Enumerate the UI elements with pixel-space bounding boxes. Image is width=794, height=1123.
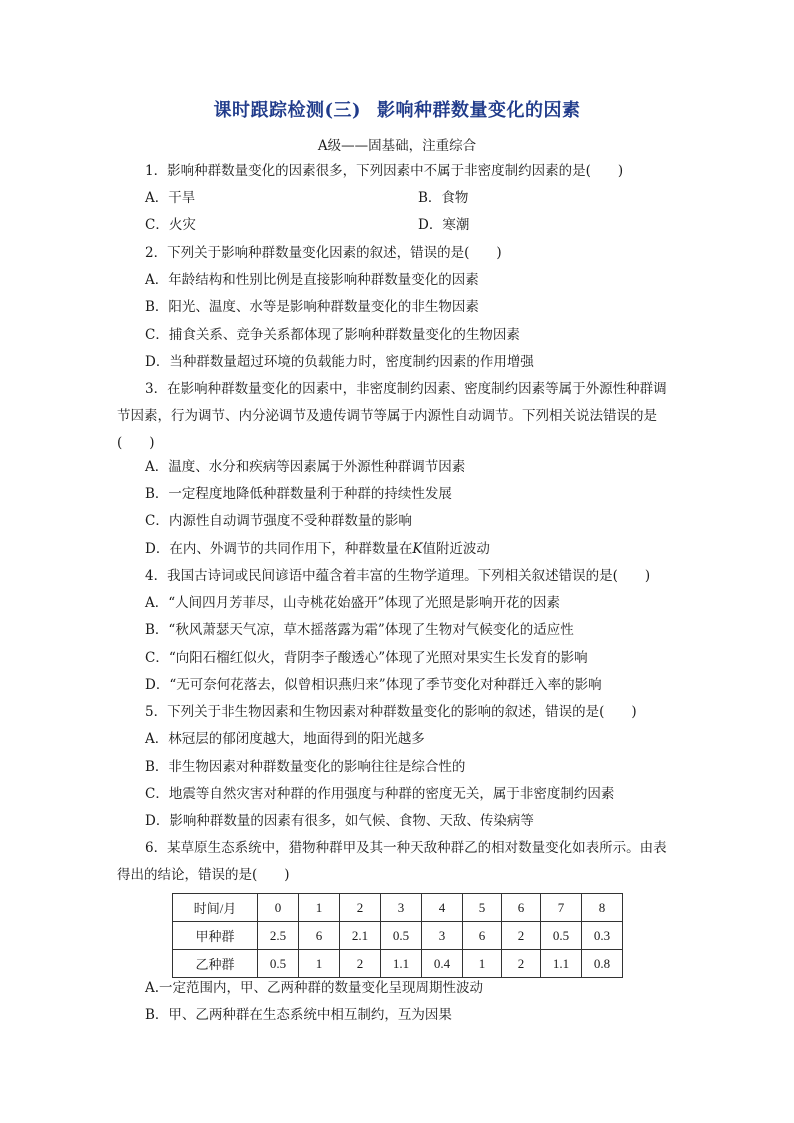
q6-option-a: A.一定范围内，甲、乙两种群的数量变化呈现周期性波动 [145, 980, 484, 996]
population-table [172, 893, 623, 978]
level-heading: A级——固基础，注重综合 [317, 138, 477, 154]
table-cell: 3 [422, 922, 463, 950]
q3-option-d-text: D．在内、外调节的共同作用下，种群数量在 [145, 541, 413, 557]
q1-option-a: A．干旱 [145, 190, 196, 206]
k-variable: K [412, 541, 423, 557]
q5-stem: 5．下列关于非生物因素和生物因素对种群数量变化的影响的叙述，错误的是( ) [145, 704, 637, 720]
table-cell: 0.5 [381, 922, 422, 950]
q3-stem-line1: 3．在影响种群数量变化的因素中，非密度制约因素、密度制约因素等属于外源性种群调 [145, 381, 667, 397]
q4-option-a: A．“人间四月芳菲尽，山寺桃花始盛开”体现了光照是影响开花的因素 [145, 595, 561, 611]
q4-option-b: B．“秋风萧瑟天气凉，草木摇落露为霜”体现了生物对气候变化的适应性 [145, 622, 574, 638]
q2-option-c: C．捕食关系、竞争关系都体现了影响种群数量变化的生物因素 [145, 327, 520, 343]
q6-stem-line1: 6．某草原生态系统中，猎物种群甲及其一种天敌种群乙的相对数量变化如表所示。由表 [145, 840, 667, 856]
table-header-cell: 甲种群 [173, 922, 258, 950]
table-cell: 3 [381, 894, 422, 922]
q2-option-d: D．当种群数量超过环境的负载能力时，密度制约因素的作用增强 [145, 354, 534, 370]
table-cell: 0.4 [422, 950, 463, 978]
table-cell: 6 [502, 894, 541, 922]
table-cell: 5 [463, 894, 502, 922]
q4-stem: 4．我国古诗词或民间谚语中蕴含着丰富的生物学道理。下列相关叙述错误的是( ) [145, 568, 651, 584]
q1-option-b: B．食物 [418, 190, 469, 206]
table-row-months [173, 894, 623, 922]
table-cell: 2 [502, 922, 541, 950]
table-cell: 8 [582, 894, 623, 922]
table-header-cell: 时间/月 [173, 894, 258, 922]
q5-option-d: D．影响种群数量的因素有很多，如气候、食物、天敌、传染病等 [145, 813, 534, 829]
q6-stem-line2: 得出的结论，错误的是( ) [117, 867, 290, 883]
table-cell: 2.5 [258, 922, 299, 950]
table-cell: 2 [340, 894, 381, 922]
q3-option-b: B．一定程度地降低种群数量利于种群的持续性发展 [145, 486, 452, 502]
table-cell: 1.1 [541, 950, 582, 978]
table-cell: 1 [463, 950, 502, 978]
q6-option-b: B．甲、乙两种群在生态系统中相互制约，互为因果 [145, 1007, 452, 1023]
table-cell: 7 [541, 894, 582, 922]
q2-option-b: B．阳光、温度、水等是影响种群数量变化的非生物因素 [145, 299, 479, 315]
q1-option-c: C．火灾 [145, 217, 196, 233]
table-cell: 1 [299, 894, 340, 922]
table-cell: 4 [422, 894, 463, 922]
table-cell: 0.5 [541, 922, 582, 950]
q3-option-d [145, 540, 490, 558]
table-cell: 1 [299, 950, 340, 978]
q4-option-c: C．“向阳石榴红似火，背阴李子酸透心”体现了光照对果实生长发育的影响 [145, 650, 588, 666]
q5-option-b: B．非生物因素对种群数量变化的影响往往是综合性的 [145, 759, 466, 775]
q3-stem-line2: 节因素，行为调节、内分泌调节及遗传调节等属于内源性自动调节。下列相关说法错误的是 [117, 408, 657, 424]
q3-option-d-text-end: 值附近波动 [422, 541, 490, 557]
q3-option-c: C．内源性自动调节强度不受种群数量的影响 [145, 513, 412, 529]
table-row-yi [173, 950, 623, 978]
table-cell: 2 [340, 950, 381, 978]
q3-stem-line3: ( ) [117, 435, 155, 451]
table-cell: 0.3 [582, 922, 623, 950]
page-title [0, 96, 794, 122]
table-header-cell: 乙种群 [173, 950, 258, 978]
table-cell: 0 [258, 894, 299, 922]
q5-option-c: C．地震等自然灾害对种群的作用强度与种群的密度无关，属于非密度制约因素 [145, 786, 615, 802]
q2-option-a: A．年龄结构和性别比例是直接影响种群数量变化的因素 [145, 272, 479, 288]
q5-option-a: A．林冠层的郁闭度越大，地面得到的阳光越多 [145, 731, 425, 747]
q1-option-d: D．寒潮 [418, 217, 470, 233]
q4-option-d: D．“无可奈何花落去，似曾相识燕归来”体现了季节变化对种群迁入率的影响 [145, 677, 602, 693]
table-row-jia [173, 922, 623, 950]
table-cell: 1.1 [381, 950, 422, 978]
table-cell: 2.1 [340, 922, 381, 950]
table-cell: 2 [502, 950, 541, 978]
table-cell: 6 [463, 922, 502, 950]
title-sub: 影响种群数量变化的因素 [377, 100, 581, 121]
table-cell: 0.8 [582, 950, 623, 978]
q2-stem: 2．下列关于影响种群数量变化因素的叙述，错误的是( ) [145, 245, 502, 261]
q3-option-a: A．温度、水分和疾病等因素属于外源性种群调节因素 [145, 459, 466, 475]
q1-stem: 1．影响种群数量变化的因素很多，下列因素中不属于非密度制约因素的是( ) [145, 163, 624, 179]
title-main: 课时跟踪检测(三) [213, 100, 362, 121]
table-cell: 0.5 [258, 950, 299, 978]
table-cell: 6 [299, 922, 340, 950]
